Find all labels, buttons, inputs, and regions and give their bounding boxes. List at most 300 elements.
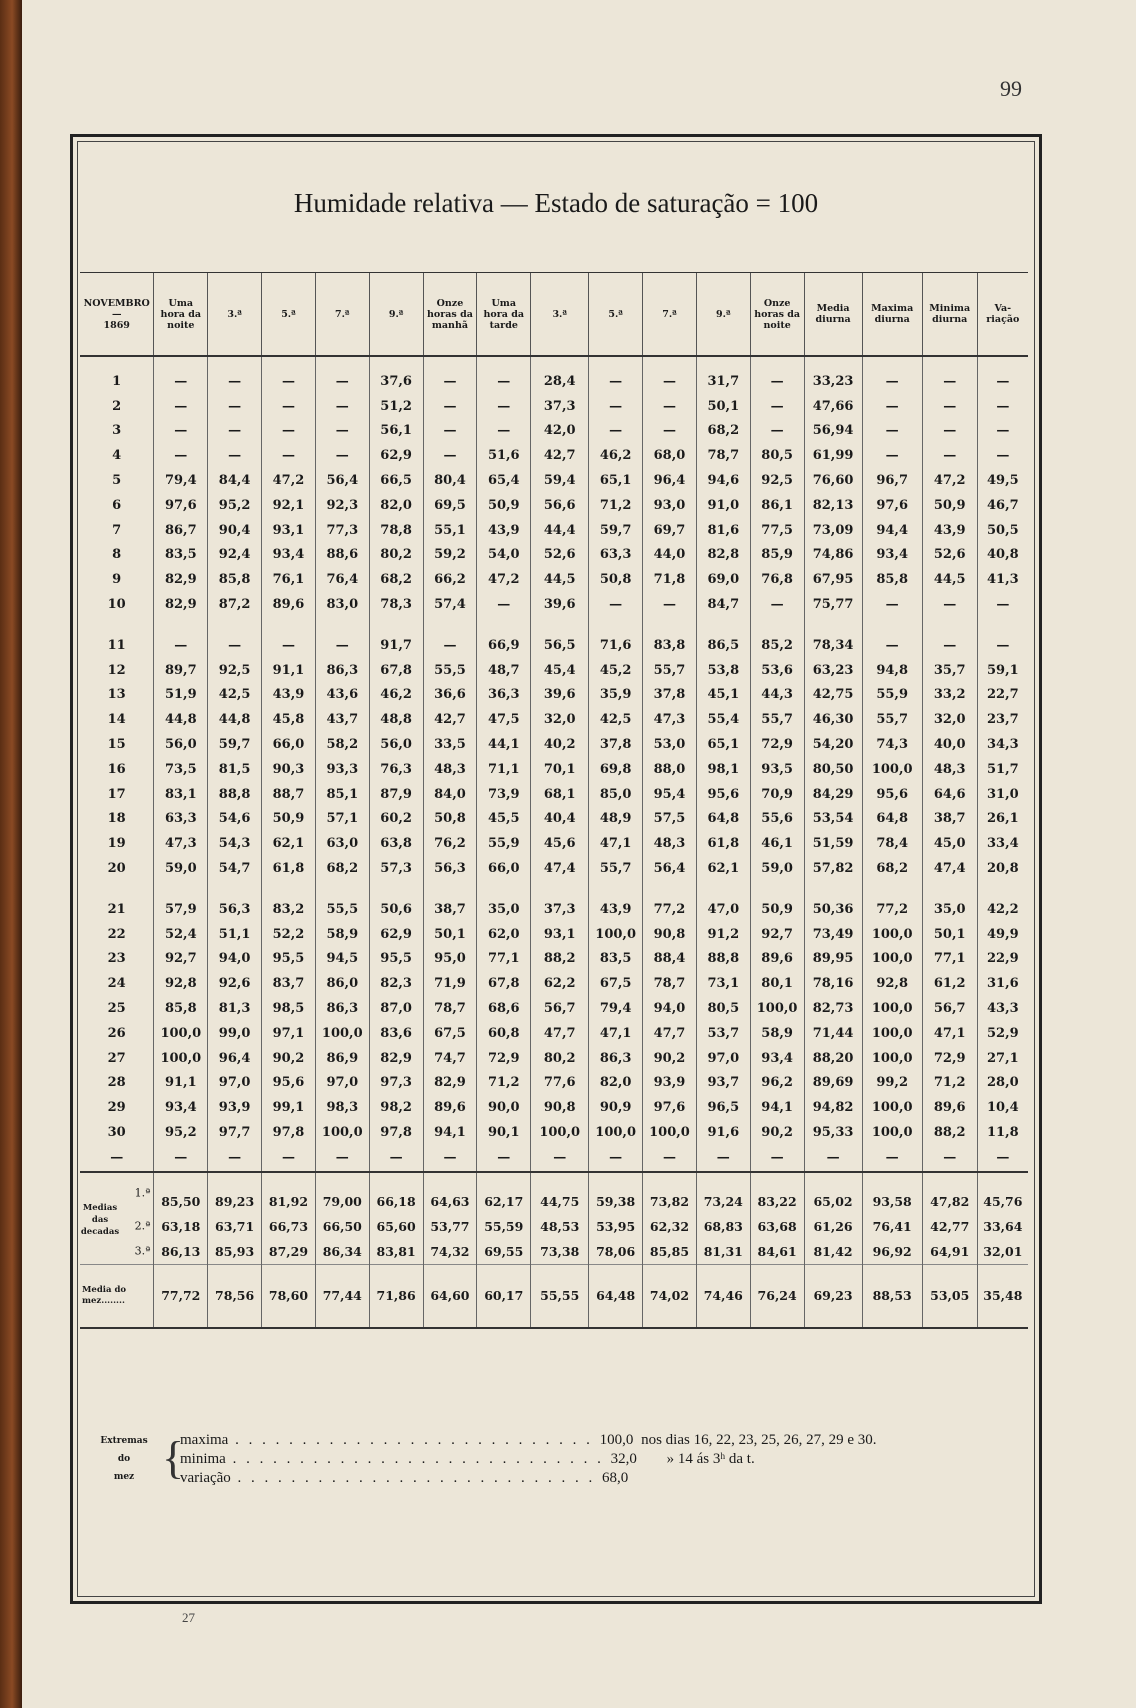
table-cell: — [862,443,922,468]
table-cell: — [977,443,1028,468]
table-cell: 11,8 [977,1120,1028,1145]
table-cell: 37,3 [531,881,589,922]
table-cell: — [477,419,531,444]
table-cell: 50,8 [423,807,477,832]
table-cell: 93,7 [696,1071,750,1096]
table-cell: 97,7 [208,1120,262,1145]
table-cell: 55,59 [477,1214,531,1239]
extreme-variacao: variação . . . . . . . . . . . . . . . . . . . . . . . . . . . 68,0 [180,1470,629,1486]
table-cell: 47,1 [589,1021,643,1046]
table-cell: 47,2 [477,567,531,592]
table-cell: 55,7 [589,856,643,881]
table-cell: 58,9 [750,1021,804,1046]
table-cell: — [80,1145,154,1172]
table-cell: — [315,356,369,394]
table-cell: 80,5 [696,996,750,1021]
table-cell: 69,7 [643,518,697,543]
table-cell: 99,0 [208,1021,262,1046]
table-cell: 98,3 [315,1095,369,1120]
table-cell: 83,1 [154,782,208,807]
table-cell: 45,6 [531,831,589,856]
table-cell: 35,7 [922,658,977,683]
table-cell: 78,06 [589,1239,643,1265]
table-cell: 88,8 [696,947,750,972]
table-cell: 44,3 [750,683,804,708]
table-cell: 89,6 [262,592,316,617]
table-cell: 30 [107,1125,126,1140]
table-cell: 93,4 [750,1046,804,1071]
table-cell: 22,9 [977,947,1028,972]
table-cell: 89,23 [208,1172,262,1214]
table-cell: 95,4 [643,782,697,807]
table-cell: 42,2 [977,881,1028,922]
table-row [80,592,1028,617]
table-cell: 63,3 [154,807,208,832]
table-cell: 36,3 [477,683,531,708]
table-cell: 77,2 [862,881,922,922]
table-cell: 71,6 [589,617,643,658]
table-cell: 59,38 [589,1172,643,1214]
table-cell: — [208,419,262,444]
table-cell: — [750,356,804,394]
table-cell: 57,1 [315,807,369,832]
table-cell: 100,0 [315,1120,369,1145]
table-cell: 34,3 [977,732,1028,757]
table-cell: — [154,617,208,658]
table-row [80,1071,1028,1096]
table-cell: 32,0 [922,707,977,732]
table-cell: 88,2 [922,1120,977,1145]
table-cell: 89,7 [154,658,208,683]
table-cell: 59,7 [208,732,262,757]
table-cell: 90,2 [643,1046,697,1071]
table-cell: 78,34 [804,617,862,658]
table-cell: 96,4 [208,1046,262,1071]
table-cell: — [154,1145,208,1172]
table-cell: 62,17 [477,1172,531,1214]
table-cell: 86,34 [315,1239,369,1265]
table-cell: 66,73 [262,1214,316,1239]
table-cell: 52,9 [977,1021,1028,1046]
table-cell: 90,8 [531,1095,589,1120]
table-cell: — [315,443,369,468]
table-cell: 11 [107,637,126,653]
table-cell: 82,0 [589,1071,643,1096]
table-cell: — [208,1145,262,1172]
table-cell: 100,0 [531,1120,589,1145]
table-cell: 42,77 [922,1214,977,1239]
table-cell: — [589,394,643,419]
table-cell: 92,7 [750,922,804,947]
table-cell: 94,82 [804,1095,862,1120]
table-cell: 100,0 [862,922,922,947]
table-cell: 99,1 [262,1095,316,1120]
table-cell: 73,82 [643,1172,697,1214]
table-cell: 80,2 [531,1046,589,1071]
table-cell: — [423,1145,477,1172]
table-cell: 88,20 [804,1046,862,1071]
table-cell: 100,0 [862,757,922,782]
table-cell: 35,0 [922,881,977,922]
table-cell: 76,60 [804,468,862,493]
table-cell: 81,31 [696,1239,750,1265]
table-cell: 92,7 [154,947,208,972]
table-cell: 55,9 [862,683,922,708]
table-cell: 78,60 [262,1264,316,1328]
table-cell: 65,60 [369,1214,423,1239]
table-cell: 48,53 [531,1214,589,1239]
table-cell: 55,7 [643,658,697,683]
table-cell: 85,8 [154,996,208,1021]
table-cell: 74,3 [862,732,922,757]
table-cell: 32,0 [531,707,589,732]
table-cell: 95,5 [262,947,316,972]
table-cell: 81,92 [262,1172,316,1214]
table-cell: 77,6 [531,1071,589,1096]
table-cell: 64,8 [862,807,922,832]
table-cell: 54,6 [208,807,262,832]
table-cell: — [315,419,369,444]
table-cell: 47,4 [922,856,977,881]
table-cell: 82,9 [423,1071,477,1096]
table-cell: 97,8 [369,1120,423,1145]
table-cell: 56,3 [208,881,262,922]
table-cell: 38,7 [423,881,477,922]
table-cell: 43,9 [477,518,531,543]
table-cell: 44,8 [154,707,208,732]
table-cell: 71,44 [804,1021,862,1046]
table-cell: 68,2 [862,856,922,881]
table-cell: 80,5 [750,443,804,468]
decada-ordinal: 2.ª [134,1219,151,1233]
table-cell: 78,7 [643,971,697,996]
table-header [80,273,1028,357]
table-cell: 52,4 [154,922,208,947]
table-cell: 77,1 [922,947,977,972]
book-spine [0,0,22,1708]
table-cell: 70,1 [531,757,589,782]
table-cell: 13 [107,687,126,703]
table-cell: 55,7 [750,707,804,732]
table-cell: 93,1 [262,518,316,543]
table-cell: — [589,419,643,444]
table-cell: 68,2 [315,856,369,881]
table-cell: 87,2 [208,592,262,617]
header-col: Maxima diurna [862,273,922,357]
table-cell: 68,2 [696,419,750,444]
table-row [80,394,1028,419]
table-cell: — [154,443,208,468]
table-cell: 82,9 [369,1046,423,1071]
table-cell: 84,0 [423,782,477,807]
table-cell: 76,1 [262,567,316,592]
table-cell: 69,5 [423,493,477,518]
decada-row [80,1214,1028,1239]
table-cell: 10,4 [977,1095,1028,1120]
table-cell: — [862,1145,922,1172]
table-cell: 21 [107,901,126,917]
table-cell: 44,5 [531,567,589,592]
table-cell: 78,8 [369,518,423,543]
table-cell: 89,6 [750,947,804,972]
table-row [80,1046,1028,1071]
table-cell: 100,0 [862,996,922,1021]
table-cell: 85,93 [208,1239,262,1265]
table-cell: 94,8 [862,658,922,683]
table-cell: — [208,443,262,468]
table-cell: 73,1 [696,971,750,996]
table-cell: 88,6 [315,543,369,568]
table-cell: 94,0 [208,947,262,972]
table-cell: 58,2 [315,732,369,757]
table-cell: 78,7 [696,443,750,468]
table-cell: 39,6 [531,592,589,617]
table-cell: 57,4 [423,592,477,617]
table-cell: 47,1 [922,1021,977,1046]
header-col: Onze horas da noite [750,273,804,357]
table-cell: 50,9 [750,881,804,922]
table-cell: 72,9 [477,1046,531,1071]
table-body [80,356,1028,1328]
table-cell: 74,32 [423,1239,477,1265]
table-cell: 12 [107,662,126,678]
table-cell: 67,5 [423,1021,477,1046]
table-cell: 82,9 [154,592,208,617]
table-cell: 93,5 [750,757,804,782]
header-col: 3.ª [531,273,589,357]
table-cell: 86,3 [589,1046,643,1071]
table-cell: — [977,1145,1028,1172]
table-cell: 33,5 [423,732,477,757]
table-cell: 64,60 [423,1264,477,1328]
table-cell: 62,32 [643,1214,697,1239]
table-cell: 80,50 [804,757,862,782]
table-cell: 61,26 [804,1214,862,1239]
table-cell: — [589,1145,643,1172]
table-cell: 80,2 [369,543,423,568]
header-col: 9.ª [696,273,750,357]
table-cell: 100,0 [589,1120,643,1145]
table-cell: 68,83 [696,1214,750,1239]
table-cell: 55,6 [750,807,804,832]
table-row [80,443,1028,468]
table-cell: 83,5 [589,947,643,972]
table-cell: 95,0 [423,947,477,972]
header-col: Uma hora da tarde [477,273,531,357]
table-cell: 56,4 [315,468,369,493]
table-cell: 96,7 [862,468,922,493]
table-cell: 95,5 [369,947,423,972]
table-row [80,1145,1028,1172]
table-cell: 100,0 [862,1021,922,1046]
decada-row [80,1172,1028,1214]
table-cell: 84,4 [208,468,262,493]
table-cell: 52,6 [531,543,589,568]
table-cell: 79,00 [315,1172,369,1214]
table-cell: 85,2 [750,617,804,658]
table-cell: — [423,356,477,394]
table-cell: 62,1 [696,856,750,881]
table-cell: — [423,419,477,444]
table-cell: 86,9 [315,1046,369,1071]
table-cell: 49,5 [977,468,1028,493]
table-cell: 48,3 [423,757,477,782]
table-row [80,831,1028,856]
table-cell: 66,9 [477,617,531,658]
table-cell: 89,6 [423,1095,477,1120]
decada-ordinal: 1.ª [134,1186,151,1200]
table-cell: — [262,394,316,419]
table-cell: 17 [107,786,126,802]
table-cell: — [477,394,531,419]
table-cell: 96,5 [696,1095,750,1120]
table-cell: 65,1 [589,468,643,493]
header-col: Onze horas da manhã [423,273,477,357]
table-cell: 45,5 [477,807,531,832]
table-cell: 28 [107,1075,126,1091]
table-cell: 81,3 [208,996,262,1021]
table-cell: 83,0 [315,592,369,617]
table-cell: 90,4 [208,518,262,543]
table-cell: 71,8 [643,567,697,592]
table-cell: — [423,394,477,419]
table-cell: — [977,394,1028,419]
table-cell: — [589,592,643,617]
table-cell: — [922,592,977,617]
table-cell: 78,16 [804,971,862,996]
table-cell: 81,6 [696,518,750,543]
table-cell: — [315,394,369,419]
table-cell: 66,50 [315,1214,369,1239]
table-cell: 63,3 [589,543,643,568]
table-cell: 82,8 [696,543,750,568]
table-cell: 94,4 [862,518,922,543]
table-cell: 42,5 [208,683,262,708]
table-cell: 28,4 [531,356,589,394]
table-cell: 56,0 [369,732,423,757]
table-cell: 39,6 [531,683,589,708]
table-cell: 77,5 [750,518,804,543]
table-cell: 53,0 [643,732,697,757]
table-cell: 45,76 [977,1172,1028,1214]
table-cell: 82,0 [369,493,423,518]
table-cell: 89,6 [922,1095,977,1120]
table-cell: 55,7 [862,707,922,732]
table-cell: 86,13 [154,1239,208,1265]
table-cell: 63,68 [750,1214,804,1239]
table-cell: 96,92 [862,1239,922,1265]
table-cell: 83,5 [154,543,208,568]
extreme-maxima: maxima . . . . . . . . . . . . . . . . . . . . . . . . . . . 100,0 nos dias 16, 22, 23, 25, 26, 27, 29 e 30. [180,1432,877,1448]
table-cell: 90,1 [477,1120,531,1145]
table-cell: 57,9 [154,881,208,922]
table-cell: 32,01 [977,1239,1028,1265]
table-cell: 70,9 [750,782,804,807]
table-cell: 97,0 [208,1071,262,1096]
table-row [80,658,1028,683]
table-cell: 64,63 [423,1172,477,1214]
table-cell: 45,8 [262,707,316,732]
table-cell: — [262,1145,316,1172]
table-cell: 16 [107,761,126,777]
table-cell: 95,6 [862,782,922,807]
header-col: Uma hora da noite [154,273,208,357]
table-cell: 80,4 [423,468,477,493]
table-cell: 94,0 [643,996,697,1021]
table-cell: 78,3 [369,592,423,617]
table-cell: 42,7 [423,707,477,732]
table-cell: 50,9 [922,493,977,518]
table-cell: 91,1 [154,1071,208,1096]
table-cell: 97,0 [315,1071,369,1096]
table-cell: 91,0 [696,493,750,518]
decada-row [80,1239,1028,1265]
table-cell: 93,4 [262,543,316,568]
table-cell: 53,77 [423,1214,477,1239]
table-row [80,567,1028,592]
table-cell: 45,0 [922,831,977,856]
table-cell: 91,1 [262,658,316,683]
table-cell: 55,9 [477,831,531,856]
table-cell: 96,2 [750,1071,804,1096]
table-row [80,1095,1028,1120]
table-cell: 90,3 [262,757,316,782]
table-cell: 85,85 [643,1239,697,1265]
table-cell: 48,9 [589,807,643,832]
table-cell: Media do mez........ [80,1264,154,1328]
table-cell: 47,4 [531,856,589,881]
table-cell: 73,5 [154,757,208,782]
header-col: 5.ª [262,273,316,357]
table-cell: — [315,617,369,658]
table-cell: 64,8 [696,807,750,832]
table-cell: 65,4 [477,468,531,493]
table-cell: 76,2 [423,831,477,856]
table-cell: 71,2 [922,1071,977,1096]
table-cell: 44,5 [922,567,977,592]
table-cell: 59,1 [977,658,1028,683]
table-cell: — [862,592,922,617]
table-cell: 88,4 [643,947,697,972]
table-cell: 66,5 [369,468,423,493]
table-cell: 25 [107,1001,126,1017]
table-cell: 22,7 [977,683,1028,708]
table-cell: 90,0 [477,1095,531,1120]
table-cell: 93,9 [643,1071,697,1096]
table-cell: — [477,592,531,617]
table-cell: 56,4 [643,856,697,881]
table-cell: 98,2 [369,1095,423,1120]
table-cell: 74,86 [804,543,862,568]
header-col: 5.ª [589,273,643,357]
table-cell: 43,9 [262,683,316,708]
table-cell: 47,0 [696,881,750,922]
table-cell: 97,8 [262,1120,316,1145]
table-cell: 47,2 [262,468,316,493]
table-cell: 56,6 [531,493,589,518]
header-col: Va-riação [977,273,1028,357]
table-cell: 50,8 [589,567,643,592]
table-cell: 18 [107,811,126,827]
table-cell: — [804,1145,862,1172]
table-cell: 85,8 [862,567,922,592]
table-cell: 59,0 [154,856,208,881]
table-cell: 83,81 [369,1239,423,1265]
table-cell: 47,3 [154,831,208,856]
table-cell: 40,0 [922,732,977,757]
table-cell: 64,6 [922,782,977,807]
table-row [80,881,1028,922]
